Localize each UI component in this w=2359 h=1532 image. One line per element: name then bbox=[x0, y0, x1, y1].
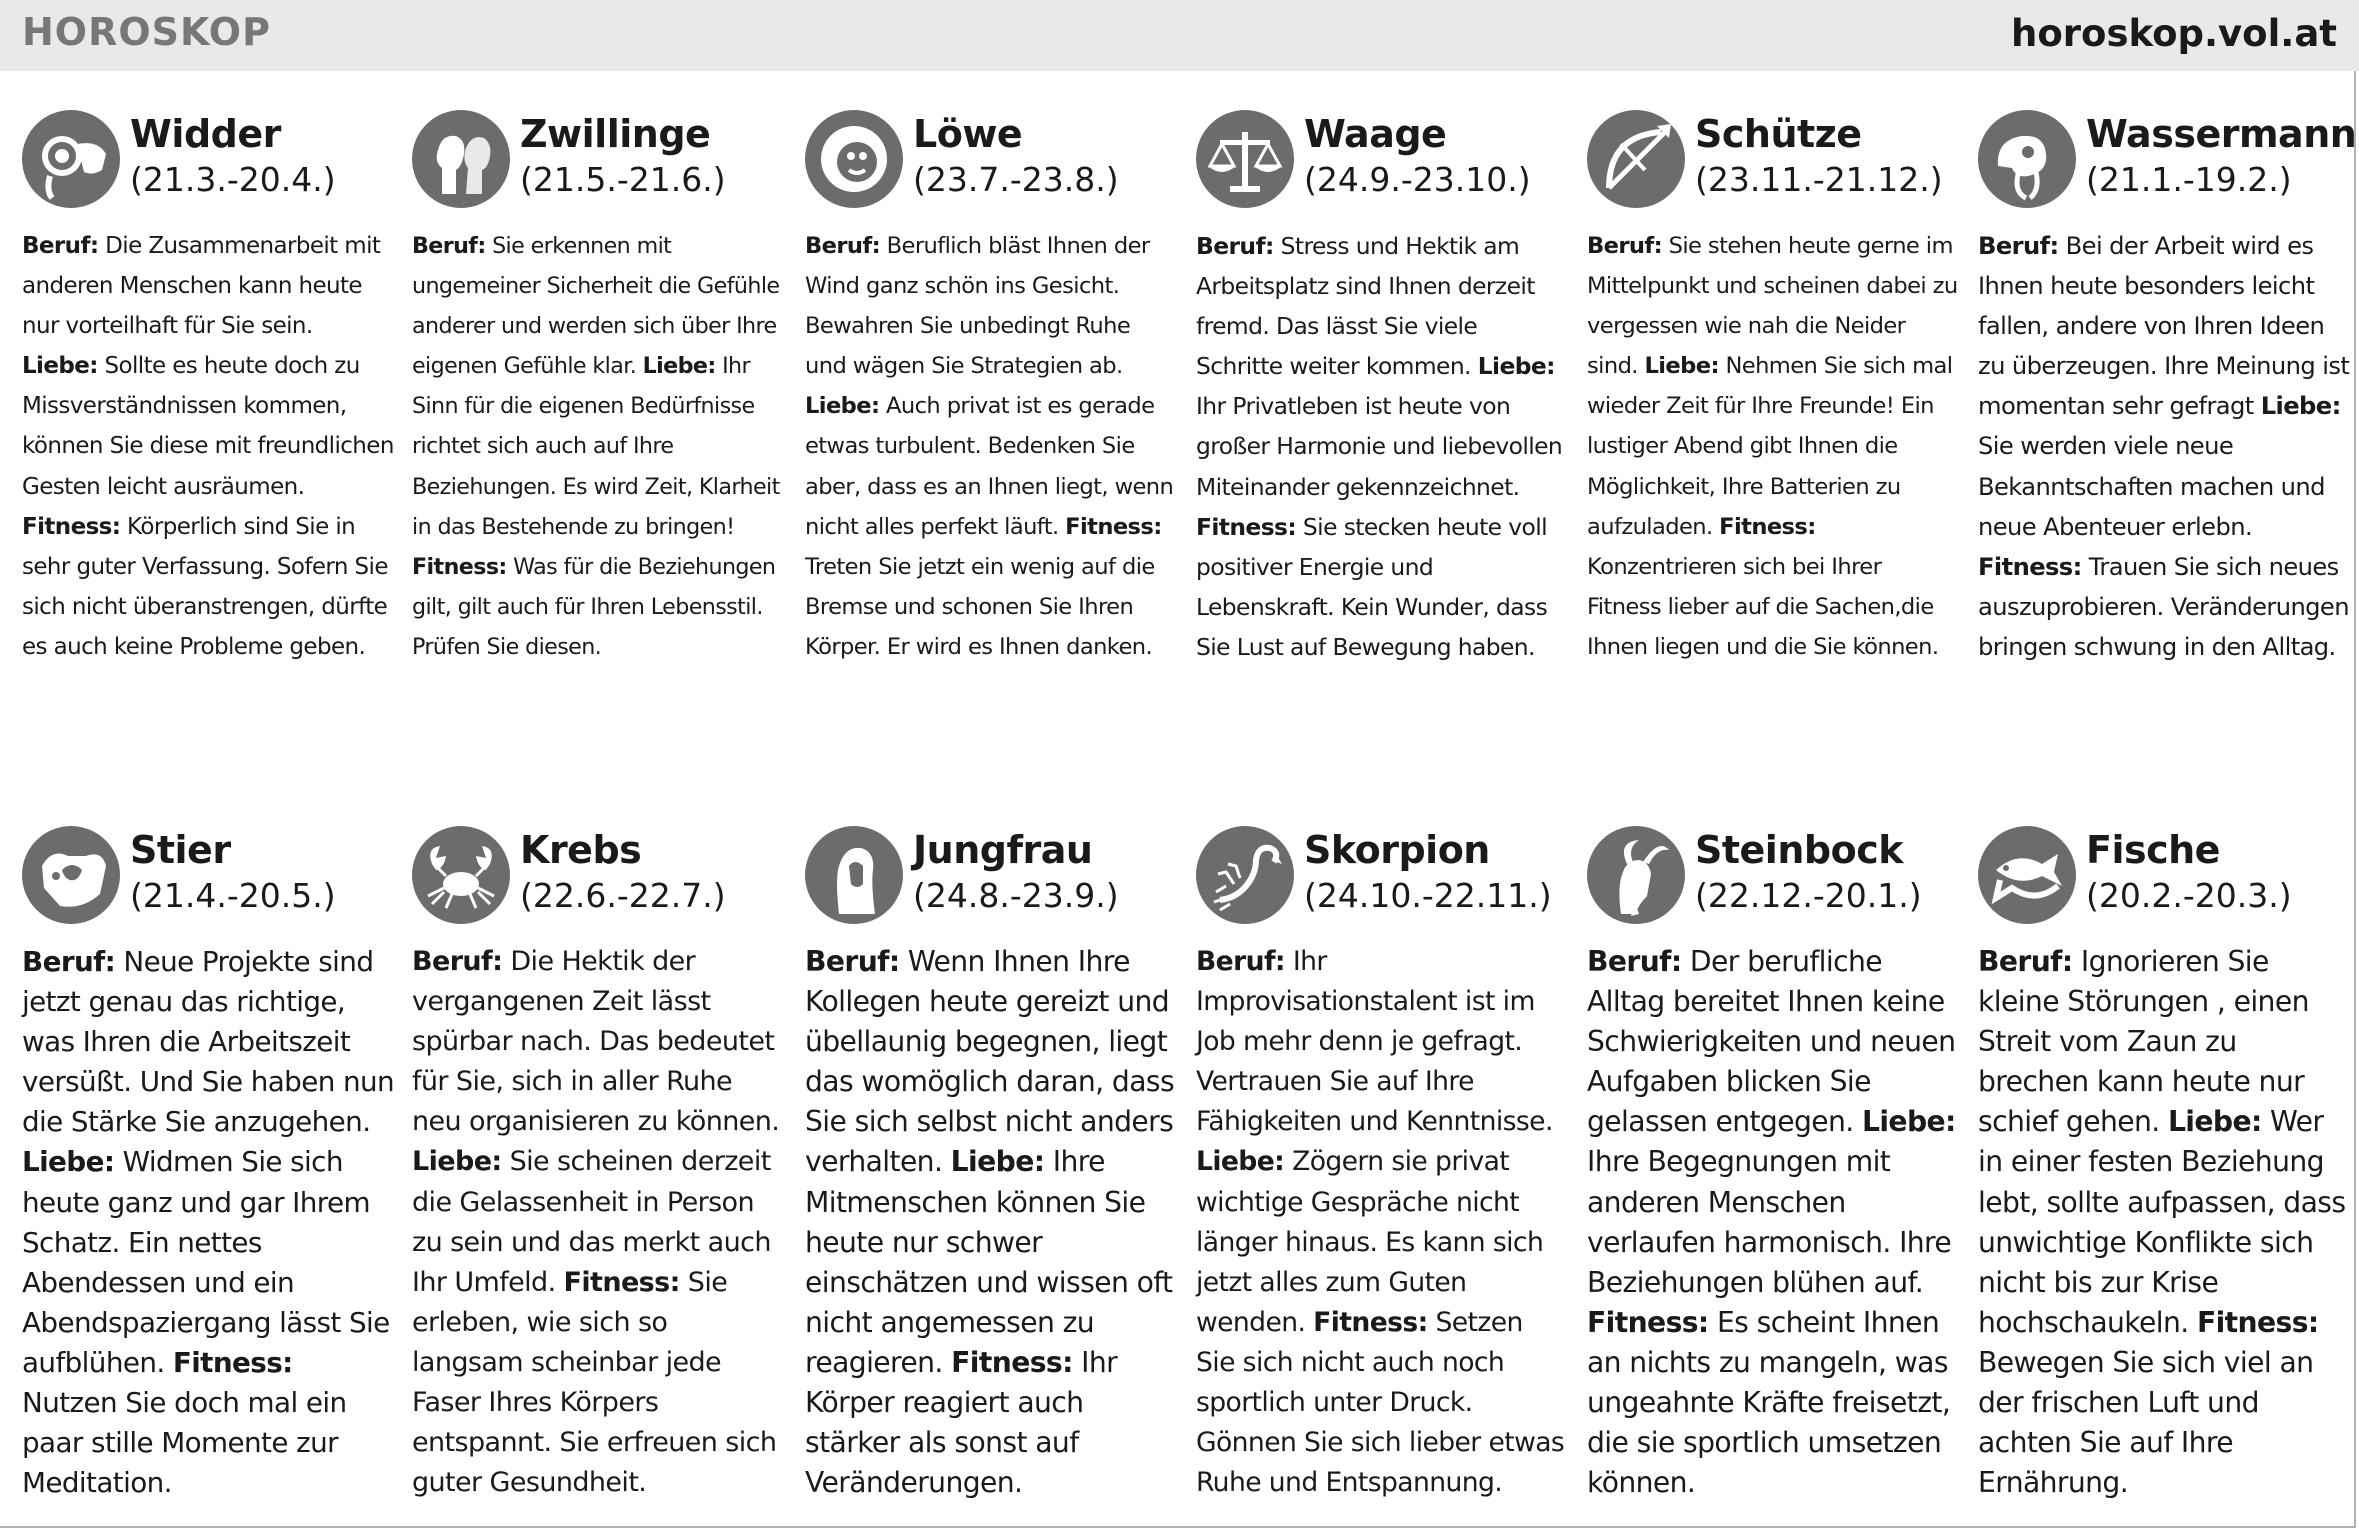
section-title: HOROSKOP bbox=[22, 10, 271, 54]
sign-dates: (24.8.-23.9.) bbox=[913, 876, 1119, 915]
beruf-text: Neue Projekte sind jetzt genau das richtige, was Ihren die Arbeitszeit versüßt. Und Sie haben nun die Stärke Sie anzugehen. bbox=[22, 945, 395, 1139]
sign-dates: (20.2.-20.3.) bbox=[2086, 876, 2292, 915]
liebe-text: Zögern sie privat wichtige Gespräche nicht länger hinaus. Es kann sich jetzt alles zum Guten wenden. bbox=[1196, 1146, 1544, 1338]
sign-name: Zwillinge bbox=[520, 112, 711, 156]
sign-card-skorpion bbox=[1196, 826, 1568, 1503]
beruf-label: Beruf: bbox=[412, 946, 503, 977]
beruf-label: Beruf: bbox=[22, 233, 99, 259]
beruf-label: Beruf: bbox=[1196, 946, 1285, 977]
beruf-label: Beruf: bbox=[805, 945, 900, 978]
fitness-text: Was für die Beziehungen gilt, gilt auch für Ihren Lebensstil. Prüfen Sie diesen. bbox=[412, 553, 776, 660]
horoscope-text bbox=[1978, 942, 2350, 1503]
horoscope-text bbox=[1196, 942, 1568, 1503]
fitness-text: Setzen Sie sich nicht auch noch sportlich unter Druck. Gönnen Sie sich lieber etwas Ruhe und Entspannung. bbox=[1196, 1306, 1565, 1499]
beruf-label: Beruf: bbox=[1978, 945, 2073, 978]
sign-dates: (22.12.-20.1.) bbox=[1695, 876, 1922, 915]
sign-dates: (23.7.-23.8.) bbox=[913, 160, 1119, 199]
fitness-text: Bewegen Sie sich viel an der frischen Luft und achten Sie auf Ihre Ernährung. bbox=[1978, 1345, 2314, 1500]
sign-header bbox=[22, 826, 394, 942]
sign-header bbox=[805, 826, 1177, 942]
sign-name: Stier bbox=[130, 828, 231, 872]
fitness-text: Ihr Körper reagiert auch stärker als sonst auf Veränderungen. bbox=[805, 1345, 1118, 1500]
sign-header bbox=[412, 110, 784, 226]
sign-card-waage bbox=[1196, 110, 1568, 667]
fitness-label: Fitness: bbox=[172, 1345, 293, 1379]
beruf-text: Der berufliche Alltag bereitet Ihnen keine Schwierigkeiten und neuen Aufgaben blicken Sie gelassen entgegen. bbox=[1587, 945, 1956, 1139]
fitness-text: Konzentrieren sich bei Ihrer Fitness lieber auf die Sachen,die Ihnen liegen und die Sie können. bbox=[1587, 553, 1939, 660]
liebe-label: Liebe: bbox=[1644, 353, 1719, 380]
sign-name: Krebs bbox=[520, 828, 642, 872]
beruf-text: Ignorieren Sie kleine Störungen , einen Streit vom Zaun zu brechen kann heute nur schief gehen. bbox=[1978, 945, 2309, 1139]
horoscope-text bbox=[805, 226, 1177, 667]
horoscope-text bbox=[412, 226, 784, 667]
fitness-label: Fitness: bbox=[1196, 512, 1297, 541]
beruf-label: Beruf: bbox=[412, 233, 486, 259]
sign-name: Schütze bbox=[1695, 112, 1862, 156]
horoscope-text bbox=[1196, 226, 1568, 667]
sign-card-jungfrau bbox=[805, 826, 1177, 1503]
fitness-text: Sie erleben, wie sich so langsam scheinbar jede Faser Ihres Körpers entspannt. Sie erfreuen sich guter Gesundheit. bbox=[412, 1266, 777, 1499]
liebe-text: Sollte es heute doch zu Missverständnissen kommen, können Sie diese mit freundlichen Gesten leicht ausräumen. bbox=[22, 353, 394, 500]
horoscope-text bbox=[412, 942, 784, 1503]
beruf-label: Beruf: bbox=[1587, 233, 1663, 259]
liebe-label: Liebe: bbox=[1477, 352, 1555, 381]
sign-header bbox=[1196, 826, 1568, 942]
sign-header bbox=[22, 110, 394, 226]
sign-header bbox=[1587, 826, 1959, 942]
liebe-text: Widmen Sie sich heute ganz und gar Ihrem Schatz. Ein nettes Abendessen und ein Abendspaziergang lässt Sie aufblühen. bbox=[22, 1145, 390, 1379]
liebe-label: Liebe: bbox=[412, 1146, 502, 1178]
sign-name: Löwe bbox=[913, 112, 1023, 156]
horoscope-text bbox=[1978, 226, 2350, 667]
liebe-text: Wer in einer festen Beziehung lebt, sollte aufpassen, dass unwichtige Konflikte sich nicht bis zur Krise hochschaukeln. bbox=[1978, 1105, 2346, 1339]
fitness-label: Fitness: bbox=[1313, 1306, 1428, 1338]
beruf-text: Sie erkennen mit ungemeiner Sicherheit die Gefühle anderer und werden sich über Ihre eigenen Gefühle klar. bbox=[412, 233, 780, 380]
beruf-label: Beruf: bbox=[22, 945, 116, 978]
sign-dates: (21.1.-19.2.) bbox=[2086, 160, 2292, 199]
liebe-label: Liebe: bbox=[805, 393, 880, 420]
beruf-label: Beruf: bbox=[1978, 232, 2059, 260]
ram-icon bbox=[22, 110, 120, 208]
sign-dates: (22.6.-22.7.) bbox=[520, 876, 726, 915]
fitness-label: Fitness: bbox=[951, 1345, 1073, 1379]
beruf-text: Sie stehen heute gerne im Mittelpunkt und scheinen dabei zu vergessen wie nah die Neider sind. bbox=[1587, 233, 1958, 380]
virgin-icon bbox=[805, 826, 903, 924]
liebe-text: Nehmen Sie sich mal wieder Zeit für Ihre Freunde! Ein lustiger Abend gibt Ihnen die Möglichkeit, Ihre Batterien zu aufzuladen. bbox=[1587, 353, 1953, 540]
sign-dates: (24.9.-23.10.) bbox=[1304, 160, 1531, 199]
scorpion-icon bbox=[1196, 826, 1294, 924]
sign-card-stier bbox=[22, 826, 394, 1503]
liebe-text: Ihre Mitmenschen können Sie heute nur schwer einschätzen und wissen oft nicht angemessen zu reagieren. bbox=[805, 1145, 1173, 1379]
fish-icon bbox=[1978, 826, 2076, 924]
sign-dates: (21.5.-21.6.) bbox=[520, 160, 726, 199]
beruf-text: Die Hektik der vergangenen Zeit lässt spürbar nach. Das bedeutet für Sie, sich in aller Ruhe neu organisieren zu können. bbox=[412, 946, 780, 1138]
liebe-label: Liebe: bbox=[642, 353, 716, 380]
header-bar bbox=[0, 0, 2359, 71]
bull-icon bbox=[22, 826, 120, 924]
sign-card-löwe bbox=[805, 110, 1177, 667]
sign-name: Widder bbox=[130, 112, 281, 156]
archer-icon bbox=[1587, 110, 1685, 208]
beruf-text: Beruflich bläst Ihnen der Wind ganz schön ins Gesicht. Bewahren Sie unbedingt Ruhe und wägen Sie Strategien ab. bbox=[805, 233, 1150, 380]
fitness-label: Fitness: bbox=[22, 513, 121, 540]
sign-header bbox=[1587, 110, 1959, 226]
sign-card-schütze bbox=[1587, 110, 1959, 667]
horoscope-text bbox=[1587, 226, 1959, 667]
sign-header bbox=[1978, 110, 2357, 226]
liebe-text: Sie scheinen derzeit die Gelassenheit in Person zu sein und das merkt auch Ihr Umfeld. bbox=[412, 1146, 771, 1298]
sign-card-zwillinge bbox=[412, 110, 784, 667]
goat-icon bbox=[1587, 826, 1685, 924]
twins-icon bbox=[412, 110, 510, 208]
sign-name: Skorpion bbox=[1304, 828, 1490, 872]
liebe-label: Liebe: bbox=[2167, 1105, 2262, 1139]
liebe-label: Liebe: bbox=[22, 353, 98, 380]
fitness-text: Es scheint Ihnen an nichts zu mangeln, was ungeahnte Kräfte freisetzt, die sie sportlich umsetzen können. bbox=[1587, 1305, 1951, 1500]
sign-name: Jungfrau bbox=[913, 828, 1093, 872]
fitness-label: Fitness: bbox=[2196, 1305, 2319, 1339]
sign-card-wassermann bbox=[1978, 110, 2357, 667]
beruf-text: Stress und Hektik am Arbeitsplatz sind Ihnen derzeit fremd. Das lässt Sie viele Schritte weiter kommen. bbox=[1196, 232, 1535, 381]
sign-dates: (21.4.-20.5.) bbox=[130, 876, 336, 915]
beruf-text: Wenn Ihnen Ihre Kollegen heute gereizt und übellaunig begegnen, liegt das womöglich daran, dass Sie sich selbst nicht anders verhalten. bbox=[805, 945, 1175, 1179]
horoscope-text bbox=[1587, 942, 1959, 1503]
sign-name: Waage bbox=[1304, 112, 1447, 156]
sign-header bbox=[1978, 826, 2350, 942]
site-link[interactable]: horoskop.vol.at bbox=[2011, 12, 2337, 55]
beruf-label: Beruf: bbox=[805, 233, 881, 259]
liebe-text: Ihr Sinn für die eigenen Bedürfnisse richtet sich auch auf Ihre Beziehungen. Es wird Zeit, Klarheit in das Bestehende zu bringen! bbox=[412, 353, 780, 540]
sign-name: Steinbock bbox=[1695, 828, 1903, 872]
sign-header bbox=[1196, 110, 1568, 226]
fitness-label: Fitness: bbox=[1978, 552, 2082, 581]
sign-card-steinbock bbox=[1587, 826, 1959, 1503]
liebe-text: Sie werden viele neue Bekanntschaften machen und neue Abenteuer erlebn. bbox=[1978, 432, 2325, 541]
fitness-label: Fitness: bbox=[1587, 1305, 1709, 1339]
sign-card-krebs bbox=[412, 826, 784, 1503]
liebe-text: Ihr Privatleben ist heute von großer Harmonie und liebevollen Miteinander gekennzeichnet. bbox=[1196, 392, 1563, 501]
sign-dates: (21.3.-20.4.) bbox=[130, 160, 336, 199]
sign-dates: (23.11.-21.12.) bbox=[1695, 160, 1943, 199]
sign-header bbox=[412, 826, 784, 942]
water-bearer-icon bbox=[1978, 110, 2076, 208]
beruf-text: Bei der Arbeit wird es Ihnen heute besonders leicht fallen, andere von Ihren Ideen zu überzeugen. Ihre Meinung ist momentan sehr gefragt bbox=[1978, 232, 2350, 421]
fitness-label: Fitness: bbox=[412, 553, 507, 580]
scales-icon bbox=[1196, 110, 1294, 208]
fitness-label: Fitness: bbox=[1719, 513, 1816, 540]
liebe-label: Liebe: bbox=[950, 1145, 1045, 1179]
fitness-text: Körperlich sind Sie in sehr guter Verfassung. Sofern Sie sich nicht überanstrengen, dürfte es auch keine Probleme geben. bbox=[22, 513, 388, 660]
fitness-text: Nutzen Sie doch mal ein paar stille Momente zur Meditation. bbox=[22, 1386, 347, 1500]
sign-card-fische bbox=[1978, 826, 2350, 1503]
beruf-text: Ihr Improvisationstalent ist im Job mehr denn je gefragt. Vertrauen Sie auf Ihre Fähigkeiten und Kenntnisse. bbox=[1196, 946, 1553, 1138]
horoscope-text bbox=[22, 942, 394, 1503]
sign-name: Fische bbox=[2086, 828, 2220, 872]
liebe-text: Auch privat ist es gerade etwas turbulent. Bedenken Sie aber, dass es an Ihnen liegt, wenn nicht alles perfekt läuft. bbox=[805, 393, 1174, 540]
liebe-label: Liebe: bbox=[1862, 1105, 1956, 1139]
horoscope-text bbox=[22, 226, 394, 667]
crab-icon bbox=[412, 826, 510, 924]
liebe-label: Liebe: bbox=[22, 1145, 115, 1179]
sign-header bbox=[805, 110, 1177, 226]
fitness-label: Fitness: bbox=[1065, 513, 1162, 540]
beruf-label: Beruf: bbox=[1587, 945, 1682, 978]
liebe-text: Ihre Begegnungen mit anderen Menschen verlaufen harmonisch. Ihre Beziehungen blühen auf. bbox=[1587, 1145, 1952, 1299]
liebe-label: Liebe: bbox=[1196, 1146, 1285, 1178]
sign-name: Wassermann bbox=[2086, 112, 2357, 156]
fitness-text: Treten Sie jetzt ein wenig auf die Bremse und schonen Sie Ihren Körper. Er wird es Ihnen danken. bbox=[805, 553, 1155, 660]
sign-card-widder bbox=[22, 110, 394, 667]
fitness-label: Fitness: bbox=[563, 1266, 680, 1298]
fitness-text: Trauen Sie sich neues auszuprobieren. Veränderungen bringen schwung in den Alltag. bbox=[1978, 552, 2349, 661]
fitness-text: Sie stecken heute voll positiver Energie und Lebenskraft. Kein Wunder, dass Sie Lust auf Bewegung haben. bbox=[1196, 512, 1548, 661]
beruf-text: Die Zusammenarbeit mit anderen Menschen kann heute nur vorteilhaft für Sie sein. bbox=[22, 233, 381, 340]
beruf-label: Beruf: bbox=[1196, 232, 1274, 260]
horoscope-text bbox=[805, 942, 1177, 1503]
lion-icon bbox=[805, 110, 903, 208]
sign-dates: (24.10.-22.11.) bbox=[1304, 876, 1552, 915]
liebe-label: Liebe: bbox=[2260, 392, 2341, 421]
